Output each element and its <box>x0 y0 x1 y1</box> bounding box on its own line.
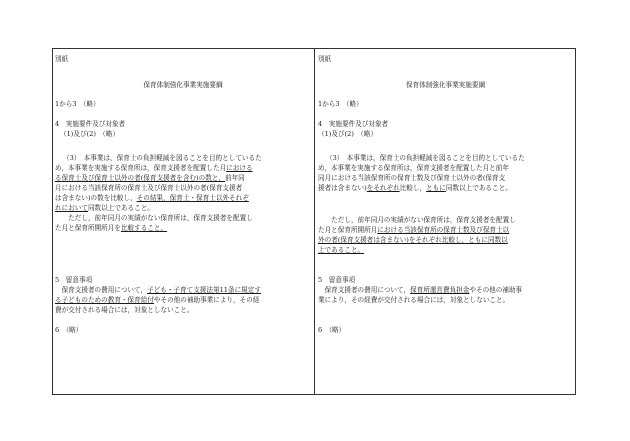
document-title: 保育体制強化事業実施要綱 <box>143 81 223 89</box>
paragraph-3-line: は含まない)の数を比較し，その結果，保育士・保育士以外それぞ <box>55 194 249 202</box>
document-title: 保育体制強化事業実施要綱 <box>405 81 486 89</box>
section-5-heading: 5 留意事項 <box>55 276 93 284</box>
paragraph-3-line: （3） 本事業は，保育士の負担軽減を図ることを目的としているた <box>63 154 262 162</box>
section-5-line: 業により，その経費が交付される場合には，対象としないこと。 <box>318 296 510 304</box>
section-4-sub: （1)及び(2) （略） <box>60 130 119 138</box>
paragraph-3-line: 援者は含まない)をそれぞれ比較し，ともに同数以上であること。 <box>318 184 512 192</box>
paragraph-3b-line: た月と保育所開所月における当該保育所の保育士数及び保育士以 <box>318 226 510 234</box>
paragraph-3-line: 月における当該保育所の保育士及び保育士以外の者(保育支援者 <box>55 184 243 192</box>
paragraph-3-line: れにおいて同数以上であること。 <box>55 204 154 212</box>
section-5-line: 保育支援者の費用について，保育所運営費負担金やその他の補助事 <box>318 286 523 294</box>
paragraph-3-line: め，本事業を実施する保育所は，保育支援者を配置した月と前年 <box>318 164 509 172</box>
section-5-line: 費が交付される場合には，対象としないこと。 <box>55 306 194 314</box>
section-1-3: 1から3 （略） <box>318 100 363 108</box>
paragraph-3b-line: 上であること。 <box>318 246 365 254</box>
section-5-line: る子どものための教育・保育給付やその他の補助事業により，その経 <box>55 296 260 304</box>
paragraph-3-line: （3） 本事業は，保育士の負担軽減を図ることを目的としているた <box>326 154 525 162</box>
section-5-line: 保育支援者の費用について，子ども・子育て支援法第11条に規定す <box>55 286 261 294</box>
paragraph-3-line: め，本事業を実施する保育所は，保育支援者を配置した月における <box>55 164 253 172</box>
attachment-label: 別紙 <box>318 55 332 63</box>
paragraph-3b-line: た月と保育所開所月を比較すること。 <box>55 224 168 232</box>
paragraph-3-line: る保育士及び保育士以外の者(保育支援者を含む)の数と，前年同 <box>55 174 245 182</box>
attachment-label: 別紙 <box>55 55 69 63</box>
paragraph-3-line: 同月における当該保育所の保育士数及び保育士以外の者(保育支 <box>318 174 506 182</box>
paragraph-3b-line: 外の者(保育支援者は含まない)をそれぞれ比較し，ともに同数以 <box>318 236 508 244</box>
section-4-sub: （1)及び(2) （略） <box>318 130 377 138</box>
section-4-heading: 4 実施要件及び対象者 <box>55 120 126 128</box>
section-1-3: 1から3 （略） <box>55 100 100 108</box>
section-6: 6 （略） <box>318 326 346 334</box>
section-6: 6 （略） <box>55 326 83 334</box>
paragraph-3b-line: ただし，前年同月の実績がない保育所は，保育支援者を配置し <box>55 214 253 222</box>
right-column <box>315 48 576 395</box>
paragraph-3b-line: ただし，前年同月の実績がない保育所は，保育支援者を配置し <box>318 216 516 224</box>
left-column <box>52 48 314 395</box>
section-5-heading: 5 留意事項 <box>318 276 356 284</box>
section-4-heading: 4 実施要件及び対象者 <box>318 120 389 128</box>
